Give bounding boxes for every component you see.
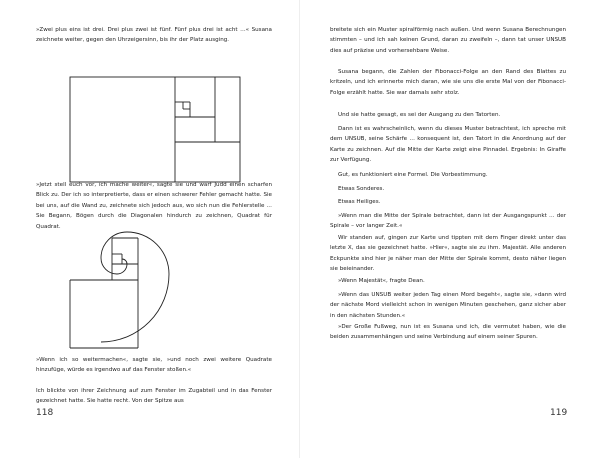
left-paragraph-1-text: »Zwei plus eins ist drei. Drei plus zwei ist fünf. Fünf plus drei ist acht …« Susana zeichnete weiter, gegen den Uhrzeigersinn, bis ihr der Platz ausging.	[36, 27, 272, 44]
left-paragraph-3	[36, 355, 272, 376]
left-paragraph-2-text: »Jetzt stell euch vor, ich mache weiter«, sagte sie und warf Judd einen scharfen Blick zu. Der ich so interpretierte, dass er einen schwerer Fehler gemacht hatte. Sie bei uns, auf die Wand zu, zeichnete sich jedoch aus, wo sich nun die Fehlerstelle … Sie Begann, Bögen durch die Diagonalen hindurch zu zeichnen, Quadrat für Quadrat.	[36, 182, 272, 230]
right-paragraph-12	[330, 322, 566, 343]
right-paragraph-10	[330, 276, 566, 286]
right-paragraph-10-text: »Wenn Majestät«, fragte Dean.	[338, 278, 425, 284]
left-paragraph-2	[36, 180, 272, 232]
right-paragraph-2	[330, 67, 566, 98]
left-page-number: 118	[36, 408, 54, 418]
right-paragraph-9-text: Wir standen auf, gingen zur Karte und tippten mit dem Finger direkt unter das letzte X, das sie gezeichnet hatte. »Hier«, sagte sie zu ihm. Majestät. Alle anderen Eckpunkte sind hier je näher man der Mitte der Spirale kommt, desto näher liegen sie beieinander.	[330, 235, 566, 273]
right-paragraph-6-text: Etwas Sonderes.	[338, 186, 385, 192]
fibonacci-spiral-diagram	[70, 238, 240, 348]
right-paragraph-3	[330, 110, 566, 120]
left-paragraph-3-text: »Wenn ich so weitermachen«, sagte sie, »und noch zwei weitere Quadrate hinzufüge, würde es irgendwo auf das Fenster stoßen.«	[36, 357, 272, 374]
spiral-curve	[101, 232, 169, 342]
right-paragraph-11-text: »Wenn das UNSUB weiter jeden Tag einen Mord begeht«, sagte sie, »dann wird der nächste Mord vielleicht schon in wenigen Minuten geschehen, ganz sicher aber in den nächsten Stunden.«	[330, 292, 566, 319]
right-paragraph-8	[330, 211, 566, 232]
right-paragraph-1-text: breitete sich ein Muster spiralförmig nach außen. Und wenn Susana Berechnungen stimmten – und ich sah keinen Grund, daran zu zweifeln –, dann tat unser UNSUB dies auf präzise und vorhersehbare Weise.	[330, 27, 566, 54]
right-paragraph-7	[330, 197, 566, 207]
right-paragraph-5	[330, 170, 566, 180]
right-paragraph-3-text: Und sie hatte gesagt, es sei der Ausgang zu den Tatorten.	[338, 112, 501, 118]
right-paragraph-5-text: Gut, es funktioniert eine Formel. Die Vorbestimmung.	[338, 172, 488, 178]
right-page-number: 119	[550, 408, 568, 418]
right-paragraph-4-text: Dann ist es wahrscheinlich, wenn du dieses Muster betrachtest, ich spreche mit dem UNSUB, seine Schärfe … konsequent ist, den Tatort in die Anordnung auf der Karte zu zeichnen. Auf die Mitte der Karte zeigt eine Pinnadel. Ergebnis: In Giraffe zur Verfügung.	[330, 126, 566, 164]
right-paragraph-9	[330, 233, 566, 275]
right-page	[300, 0, 600, 458]
right-paragraph-8-text: »Wenn man die Mitte der Spirale betrachtet, dann ist der Ausgangspunkt … der Spirale – vor langer Zeit.«	[330, 213, 566, 230]
left-paragraph-4	[36, 386, 272, 407]
fibonacci-rectangles-diagram	[70, 77, 240, 182]
left-paragraph-4-text: Ich blickte von ihrer Zeichnung auf zum Fenster im Zugabteil und in das Fenster gezeichnet hatte. Sie hatte recht. Von der Spitze aus	[36, 388, 272, 405]
right-paragraph-12-text: »Der Große Fußweg, nun ist es Susana und ich, die vermutet haben, wie die beiden zusammenhängen und seine Verbindung auf einem seiner Spuren.	[330, 324, 566, 341]
right-paragraph-2-text: Susana begann, die Zahlen der Fibonacci-Folge an den Rand des Blattes zu kritzeln, und ich erinnerte mich daran, wie sie uns die erste Mal von der Fibonacci-Folge erzählt hatte. Sie war damals sehr stolz.	[330, 69, 566, 96]
left-paragraph-1	[36, 25, 272, 46]
right-paragraph-1	[330, 25, 566, 56]
right-paragraph-6	[330, 184, 566, 194]
right-paragraph-7-text: Etwas Heiliges.	[338, 199, 381, 205]
right-paragraph-4	[330, 124, 566, 166]
right-paragraph-11	[330, 290, 566, 321]
